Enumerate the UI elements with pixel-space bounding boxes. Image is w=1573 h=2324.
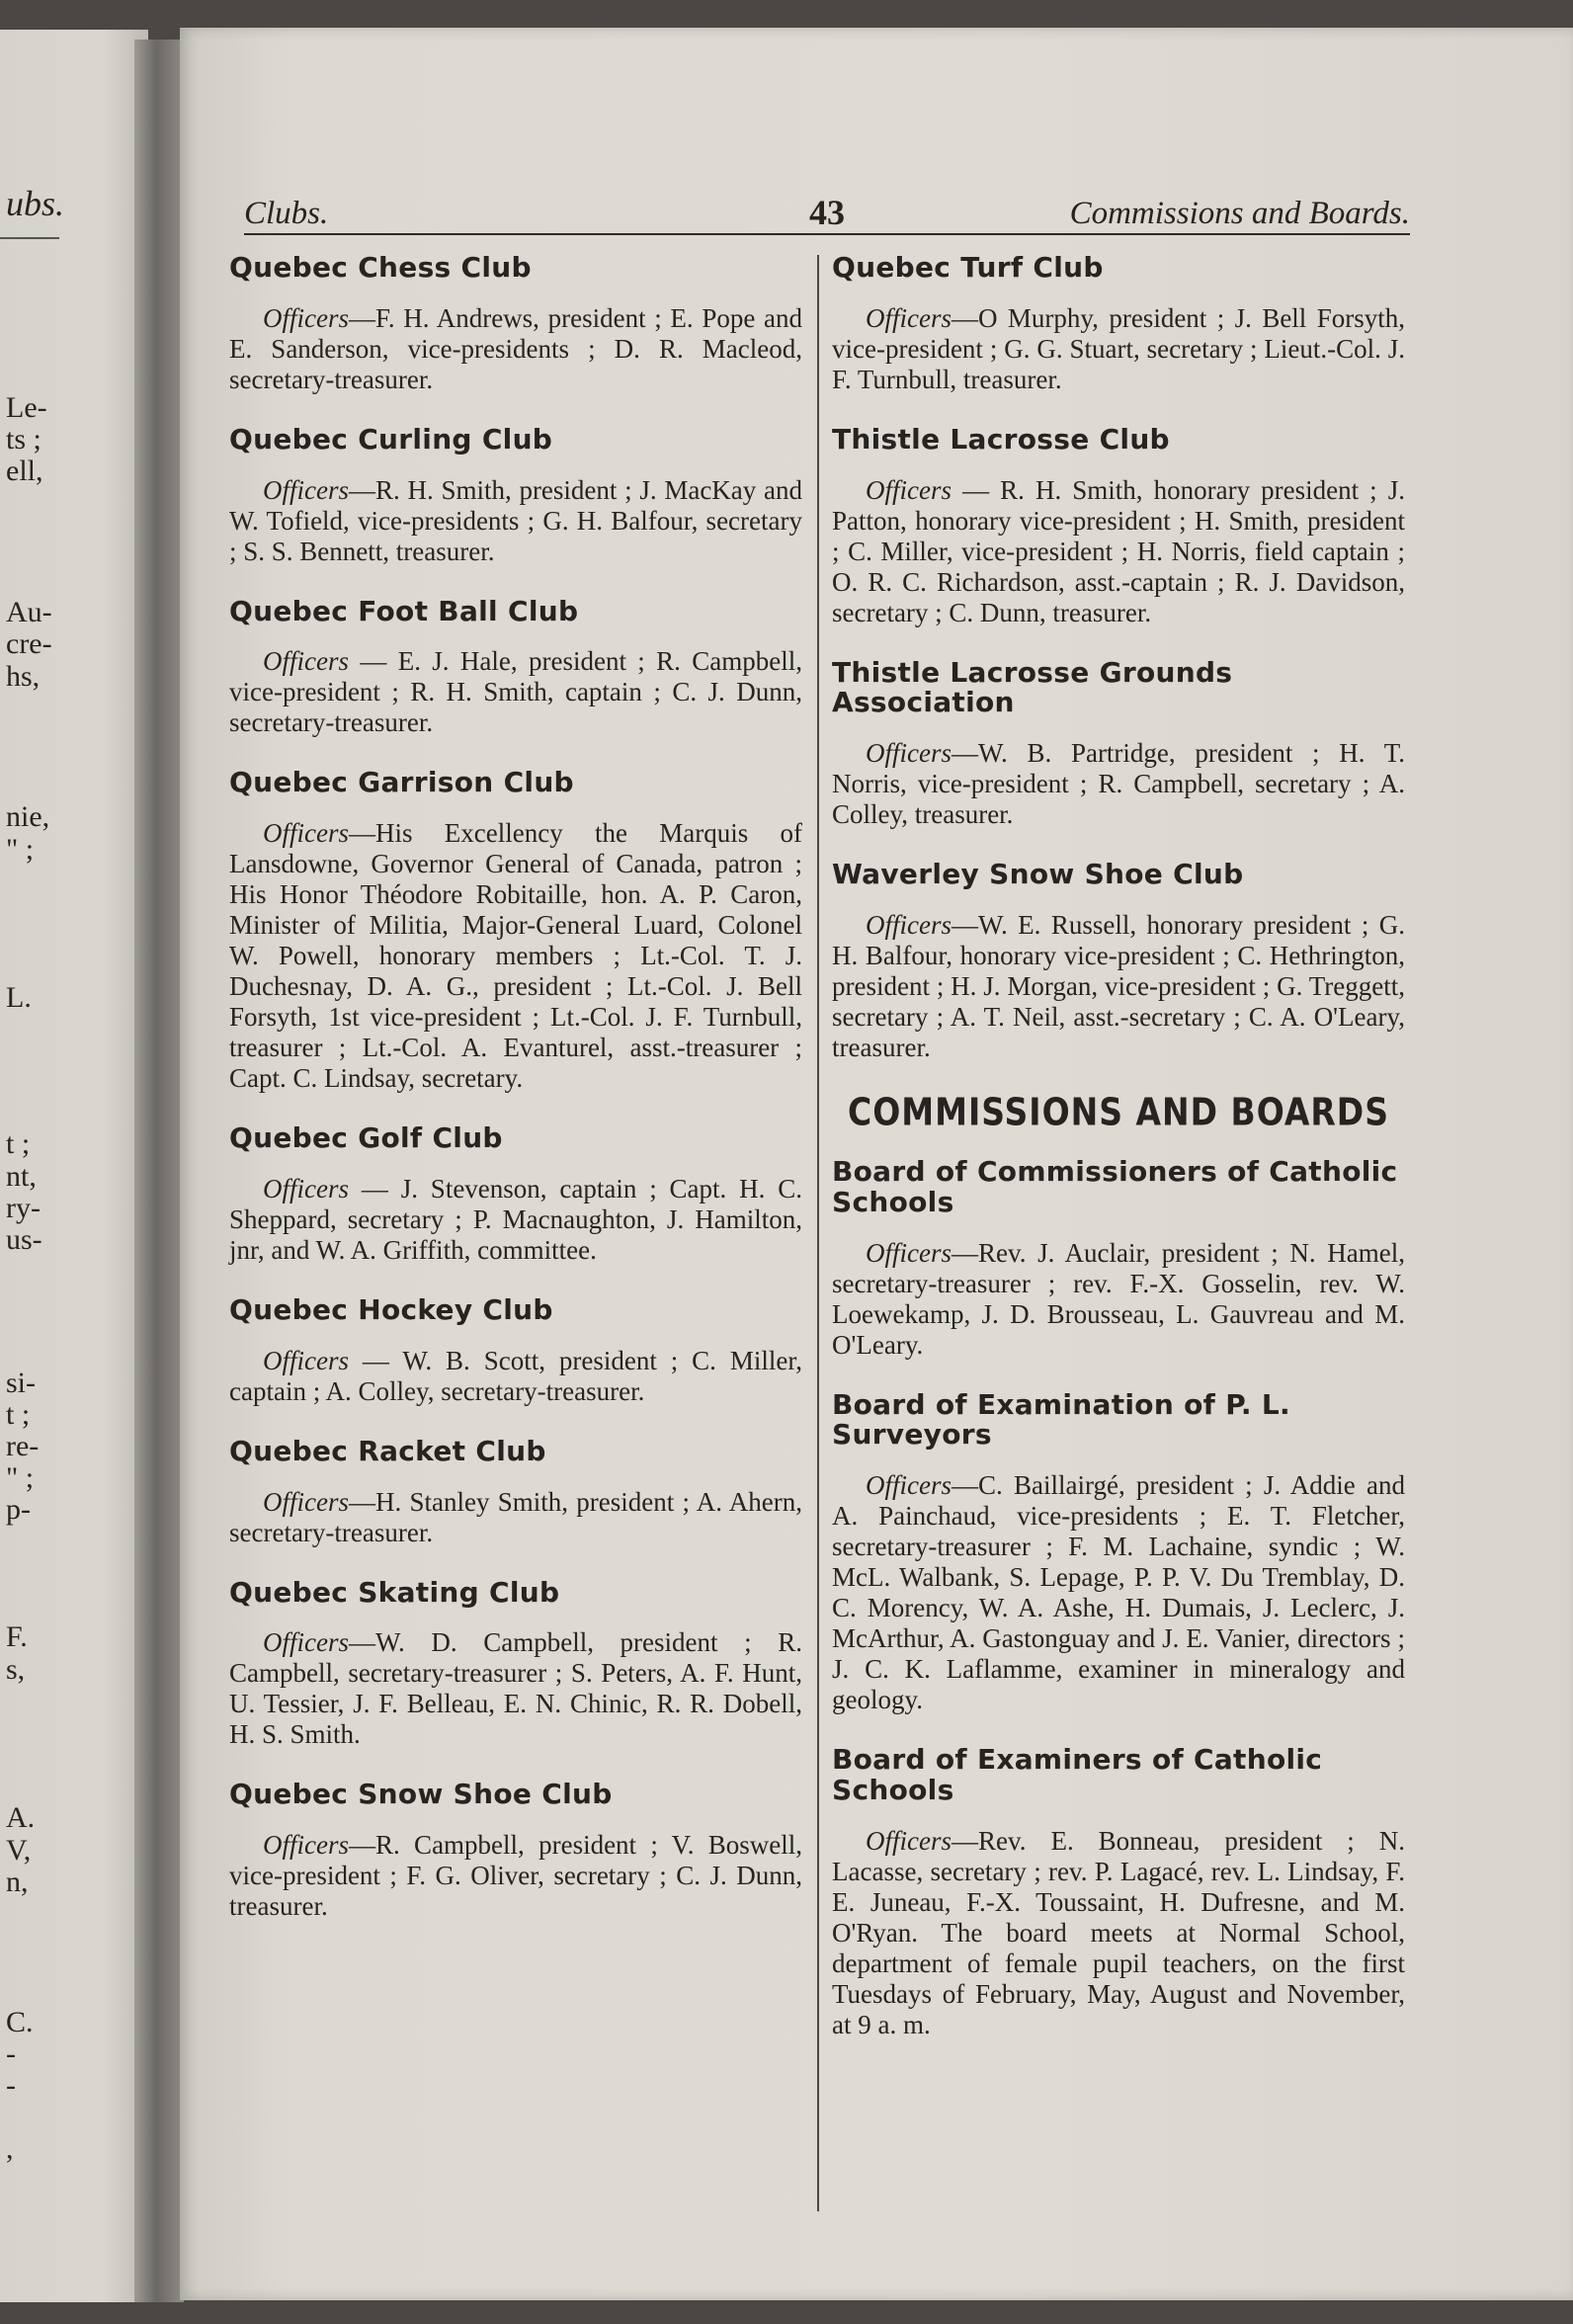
officers-label: Officers — [866, 1470, 952, 1501]
board-title: Board of Commissioners of Catholic Schools — [832, 1154, 1398, 1218]
board-title: Board of Examination of P. L. Surveyors — [832, 1387, 1290, 1452]
club-officers — [229, 1346, 802, 1407]
club-officers — [229, 1174, 802, 1266]
club-entry — [229, 1292, 802, 1407]
club-title: Thistle Lacrosse Grounds Association — [832, 655, 1233, 719]
club-entry — [832, 655, 1405, 831]
board-officers — [832, 1826, 1405, 2040]
club-entry — [229, 1575, 802, 1751]
previous-page-fragment: " ; — [6, 833, 35, 866]
officers-text: —Rev. J. Auclair, president ; N. Hamel, secretary-treasurer ; rev. F.-X. Gosselin, rev. W. Loewekamp, J. D. Brousseau, L. Gauvreau and M. O'Leary. — [832, 1237, 1405, 1360]
previous-page-fragment: s, — [6, 1653, 26, 1686]
officers-text: — R. H. Smith, honorary president ; J. Patton, honorary vice-president ; H. Smith, president ; C. Miller, vice-president ; H. Norris, field captain ; O. R. C. Richardson, asst.-captain ; R. J. Davidson, secretary ; C. Dunn, treasurer. — [832, 474, 1405, 627]
previous-page-fragment: p- — [6, 1493, 31, 1526]
club-entry — [229, 768, 802, 1094]
page — [180, 28, 1573, 2300]
officers-text: —Rev. E. Bonneau, president ; N. Lacasse, secretary ; rev. P. Lagacé, rev. L. Lindsay, F. E. Juneau, F.-X. Toussaint, H. Dufresne, and M. O'Ryan. The board meets at Normal School, department of female pupil teachers, on the first Tuesdays of February, May, August and November, at 9 a. m. — [832, 1825, 1405, 2039]
previous-page-fragment: us- — [6, 1223, 42, 1256]
previous-page-fragment: si- — [6, 1367, 36, 1399]
club-title: Quebec Racket Club — [229, 1434, 546, 1467]
club-officers — [832, 303, 1405, 395]
officers-label: Officers — [866, 302, 952, 333]
previous-page-fragment: V, — [6, 1834, 32, 1867]
club-officers — [229, 646, 802, 738]
officers-text: —His Excellency the Marquis of Lansdowne, Governor General of Canada, patron ; His Honor Théodore Robitaille, hon. A. P. Caron, Minister of Militia, Major-General Luard, Colonel W. Powell, honorary members ; Lt.-Col. T. J. Duchesnay, D. A. G., president ; Lt.-Col. J. Bell Forsyth, 1st vice-president ; Lt.-Col. J. F. Turnbull, treasurer ; Lt.-Col. A. Evanturel, asst.-treasurer ; Capt. C. Lindsay, secretary. — [229, 818, 802, 1094]
club-title: Quebec Hockey Club — [229, 1292, 553, 1326]
officers-label: Officers — [866, 909, 952, 940]
club-title: Thistle Lacrosse Club — [832, 422, 1170, 456]
club-officers — [832, 738, 1405, 830]
board-officers — [832, 1470, 1405, 1715]
previous-page-fragment: nie, — [6, 800, 50, 833]
club-title: Quebec Chess Club — [229, 251, 532, 284]
previous-page-fragment: " ; — [6, 1461, 35, 1494]
officers-label: Officers — [263, 1173, 349, 1204]
previous-page-fragment: nt, — [6, 1160, 37, 1193]
club-title: Quebec Foot Ball Club — [229, 594, 579, 627]
club-title: Quebec Garrison Club — [229, 766, 574, 799]
officers-label: Officers — [866, 738, 952, 769]
officers-text: —H. Stanley Smith, president ; A. Ahern, secretary-treasurer. — [229, 1486, 802, 1547]
club-officers — [832, 910, 1405, 1063]
previous-page-edge — [0, 30, 148, 2302]
board-title: Board of Examiners of Catholic Schools — [832, 1743, 1323, 1806]
officers-text: —W. B. Partridge, president ; H. T. Norris, vice-president ; R. Campbell, secretary ; A. Colley, treasurer. — [832, 738, 1405, 830]
club-entry — [229, 1123, 802, 1266]
club-title: Waverley Snow Shoe Club — [832, 858, 1244, 891]
previous-page-header-fragment: ubs. — [6, 184, 65, 223]
club-entry — [229, 594, 802, 739]
officers-text: —C. Baillairgé, president ; J. Addie and A. Painchaud, vice-presidents ; E. T. Fletcher, secretary-treasurer ; F. M. Lachaine, syndic ; W. McL. Walbank, S. Lepage, P. P. V. Du Tremblay, D. C. Morency, W. A. Ashe, H. Dumais, J. Leclerc, J. McArthur, A. Gastonguay and J. E. Vanier, directors ; J. C. K. Laflamme, examiner in mineralogy and geology. — [832, 1470, 1405, 1715]
previous-page-fragment: cre- — [6, 627, 52, 660]
previous-page-fragment: re- — [6, 1430, 40, 1462]
officers-label: Officers — [263, 474, 349, 505]
previous-page-fragment: F. — [6, 1620, 28, 1653]
officers-label: Officers — [263, 1486, 349, 1517]
officers-text: —W. E. Russell, honorary president ; G. H. Balfour, honorary vice-president ; C. Hethrington, president ; H. J. Morgan, vice-president ; G. Treggett, secretary ; A. T. Neil, asst.-secretary ; C. A. O'Leary, treasurer. — [832, 909, 1405, 1062]
club-officers — [229, 1830, 802, 1922]
officers-text: —O Murphy, president ; J. Bell Forsyth, vice-president ; G. G. Stuart, secretary ; Lieut.-Col. J. F. Turnbull, treasurer. — [832, 302, 1405, 394]
header-section-right: Commissions and Boards. — [1069, 196, 1410, 231]
club-entry — [832, 422, 1405, 628]
previous-page-fragment: C. — [6, 2006, 34, 2038]
officers-label: Officers — [263, 1345, 349, 1375]
officers-text: —R. H. Smith, president ; J. MacKay and W. Tofield, vice-presidents ; G. H. Balfour, secretary ; S. S. Bennett, treasurer. — [229, 474, 802, 566]
officers-label: Officers — [263, 302, 349, 333]
previous-page-fragment: , — [6, 2132, 14, 2165]
club-title: Quebec Skating Club — [229, 1575, 560, 1609]
officers-text: —R. Campbell, president ; V. Boswell, vice-president ; F. G. Oliver, secretary ; C. J. Dunn, treasurer. — [229, 1830, 802, 1922]
previous-page-fragment: ry- — [6, 1192, 41, 1224]
previous-page-fragment: - — [6, 2069, 16, 2102]
officers-text: — E. J. Hale, president ; R. Campbell, vice-president ; R. H. Smith, captain ; C. J. Dunn, secretary-treasurer. — [229, 646, 802, 738]
left-column — [229, 253, 802, 1951]
club-entry — [229, 1780, 802, 1922]
running-header — [244, 174, 1410, 235]
club-officers — [229, 818, 802, 1094]
club-entry — [229, 1434, 802, 1548]
officers-text: — J. Stevenson, captain ; Capt. H. C. Sheppard, secretary ; P. Macnaughton, J. Hamilton, jnr, and W. A. Griffith, committee. — [229, 1173, 802, 1265]
club-entry — [832, 253, 1405, 395]
officers-label: Officers — [263, 818, 349, 849]
officers-label: Officers — [263, 1627, 349, 1658]
officers-label: Officers — [866, 1237, 952, 1268]
club-officers — [832, 475, 1405, 628]
header-section-left: Clubs. — [244, 196, 329, 231]
club-title: Quebec Curling Club — [229, 422, 553, 456]
officers-label: Officers — [263, 1830, 349, 1861]
club-title: Quebec Snow Shoe Club — [229, 1778, 613, 1811]
club-entry — [229, 253, 802, 395]
right-column — [832, 253, 1405, 2070]
previous-page-fragment: - — [6, 2037, 16, 2070]
club-officers — [229, 475, 802, 567]
previous-page-fragment: t ; — [6, 1127, 31, 1160]
club-officers — [229, 1627, 802, 1750]
previous-page-fragment: Le- — [6, 391, 47, 424]
officers-text: —F. H. Andrews, president ; E. Pope and E. Sanderson, vice-presidents ; D. R. Macleod, secretary-treasurer. — [229, 302, 802, 394]
board-entry — [832, 1387, 1405, 1716]
club-officers — [229, 1487, 802, 1548]
previous-page-fragment: L. — [6, 981, 32, 1014]
officers-label: Officers — [866, 474, 952, 505]
page-number: 43 — [809, 193, 845, 232]
board-officers — [832, 1238, 1405, 1361]
club-title: Quebec Golf Club — [229, 1121, 503, 1155]
officers-label: Officers — [866, 1825, 952, 1856]
book-gutter — [134, 40, 184, 2302]
column-divider — [817, 255, 819, 2211]
club-title: Quebec Turf Club — [832, 251, 1104, 284]
previous-page-rule — [0, 237, 59, 239]
previous-page-fragment: t ; — [6, 1398, 31, 1431]
previous-page-fragment: hs, — [6, 660, 41, 693]
club-officers — [229, 303, 802, 395]
officers-label: Officers — [263, 646, 349, 677]
board-entry — [832, 1745, 1405, 2040]
officers-text: —W. D. Campbell, president ; R. Campbell, secretary-treasurer ; S. Peters, A. F. Hunt, U. Tessier, J. F. Belleau, E. N. Chinic, R. R. Dobell, H. S. Smith. — [229, 1627, 802, 1750]
previous-page-fragment: ts ; — [6, 423, 41, 456]
club-entry — [229, 422, 802, 567]
club-entry — [832, 860, 1405, 1063]
previous-page-fragment: n, — [6, 1866, 29, 1898]
previous-page-fragment: ell, — [6, 455, 43, 487]
previous-page-fragment: Au- — [6, 596, 52, 628]
board-entry — [832, 1154, 1405, 1361]
officers-text: — W. B. Scott, president ; C. Miller, captain ; A. Colley, secretary-treasurer. — [229, 1345, 802, 1406]
section-heading: COMMISSIONS AND BOARDS — [848, 1090, 1389, 1134]
previous-page-fragment: A. — [6, 1801, 36, 1834]
